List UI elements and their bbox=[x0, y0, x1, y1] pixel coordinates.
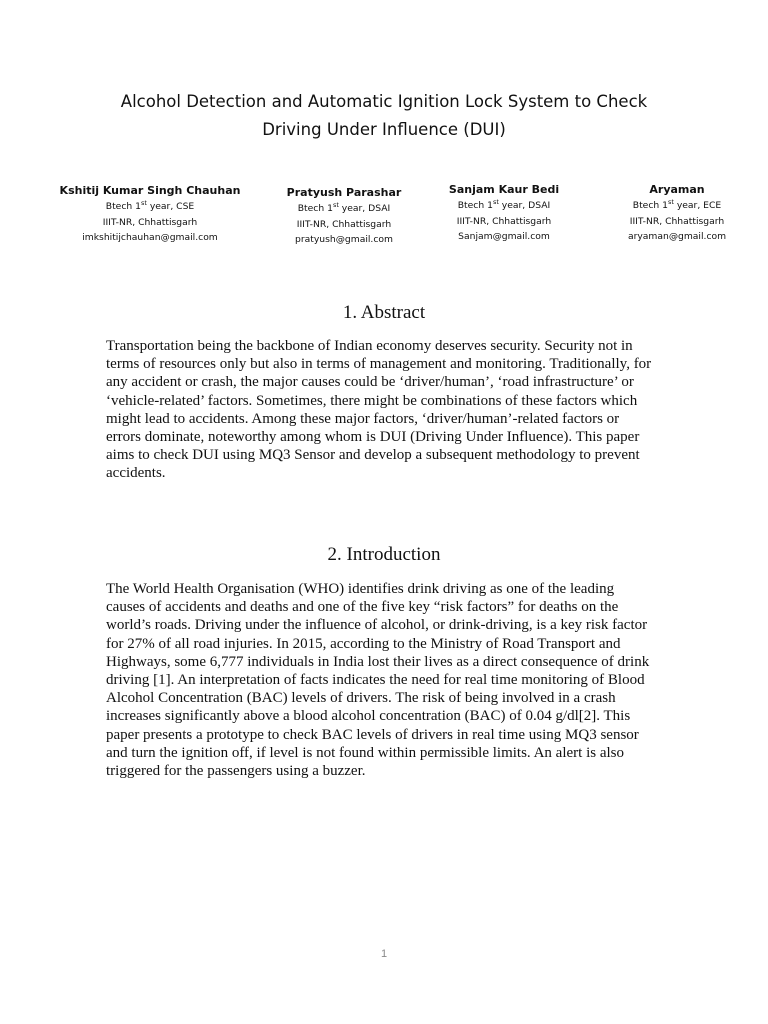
author-email: Sanjam@gmail.com bbox=[458, 231, 550, 242]
title-line-2: Driving Under Influence (DUI) bbox=[262, 120, 506, 139]
author-name: Kshitij Kumar Singh Chauhan bbox=[59, 184, 241, 197]
paragraph-line: driving [1]. An interpretation of facts indicates the need for real time monitoring of Blood bbox=[106, 672, 645, 689]
section-heading-introduction: 2. Introduction bbox=[327, 544, 441, 565]
section-heading-abstract: 1. Abstract bbox=[342, 302, 426, 323]
paper-title bbox=[90, 88, 678, 144]
paragraph-line: errors dominate, noteworthy among whom is DUI (Driving Under Influence). This paper bbox=[106, 429, 640, 446]
paragraph-line: causes of accidents and deaths and one of the five key “risk factors” for deaths on the bbox=[106, 599, 619, 616]
author-name: Sanjam Kaur Bedi bbox=[448, 183, 560, 196]
author-year: Btech 1st year, ECE bbox=[632, 197, 722, 211]
author-institute: IIIT-NR, Chhattisgarh bbox=[629, 215, 725, 227]
abstract-paragraph bbox=[106, 337, 678, 483]
author-email: aryaman@gmail.com bbox=[627, 231, 727, 242]
page-number: 1 bbox=[380, 948, 388, 960]
introduction-paragraph bbox=[106, 580, 678, 780]
author-name: Pratyush Parashar bbox=[286, 186, 402, 199]
author-institute: IIIT-NR, Chhattisgarh bbox=[102, 216, 198, 228]
paragraph-line: any accident or crash, the major causes could be ‘driver/human’, ‘road infrastructure’ or bbox=[106, 374, 634, 391]
author-year: Btech 1st year, DSAI bbox=[457, 197, 551, 211]
paragraph-line: and turn the ignition off, if level is not found within permissible limits. An alert is also bbox=[106, 744, 624, 761]
paragraph-line: might lead to accidents. Among these major factors, ‘driver/human’-related factors or bbox=[106, 410, 620, 427]
author-institute: IIIT-NR, Chhattisgarh bbox=[456, 215, 552, 227]
paragraph-line: world’s roads. Driving under the influence of alcohol, or drink-driving, is a key risk factor bbox=[106, 617, 648, 634]
author-institute: IIIT-NR, Chhattisgarh bbox=[296, 218, 392, 230]
author-block-1 bbox=[50, 182, 250, 246]
paragraph-line: aims to check DUI using MQ3 Sensor and develop a subsequent methodology to prevent bbox=[106, 447, 640, 464]
author-year: Btech 1st year, DSAI bbox=[297, 200, 391, 214]
paragraph-line: Highways, some 6,777 individuals in India lost their lives as a direct consequence of drink bbox=[106, 653, 650, 670]
author-block-4 bbox=[577, 181, 768, 245]
paragraph-line: accidents. bbox=[106, 465, 166, 482]
paragraph-line: Alcohol Concentration (BAC) levels of drivers. The risk of being involved in a crash bbox=[106, 690, 616, 707]
paragraph-line: for 27% of all road injuries. In 2015, according to the Ministry of Road Transport and bbox=[106, 635, 621, 652]
author-year: Btech 1st year, CSE bbox=[105, 198, 195, 212]
author-block-3 bbox=[404, 181, 604, 245]
paragraph-line: Transportation being the backbone of Indian economy deserves security. Security not in bbox=[106, 338, 633, 354]
author-email: imkshitijchauhan@gmail.com bbox=[82, 232, 218, 243]
author-name: Aryaman bbox=[649, 183, 705, 196]
title-line-1: Alcohol Detection and Automatic Ignition Lock System to Check bbox=[120, 92, 648, 111]
paragraph-line: The World Health Organisation (WHO) identifies drink driving as one of the leading bbox=[106, 581, 615, 597]
author-email: pratyush@gmail.com bbox=[295, 234, 393, 245]
paragraph-line: terms of resources only but also in terms of management and monitoring. Traditionally, for bbox=[106, 356, 652, 373]
paragraph-line: triggered for the passengers using a buzzer. bbox=[106, 763, 366, 780]
paragraph-line: increases significantly above a blood alcohol concentration (BAC) of 0.04 g/dl[2]. This bbox=[106, 708, 631, 725]
paragraph-line: ‘vehicle-related’ factors. Sometimes, there might be combinations of these factors which bbox=[106, 392, 638, 409]
paragraph-line: paper presents a prototype to check BAC levels of drivers in real time using MQ3 sensor bbox=[106, 726, 639, 743]
